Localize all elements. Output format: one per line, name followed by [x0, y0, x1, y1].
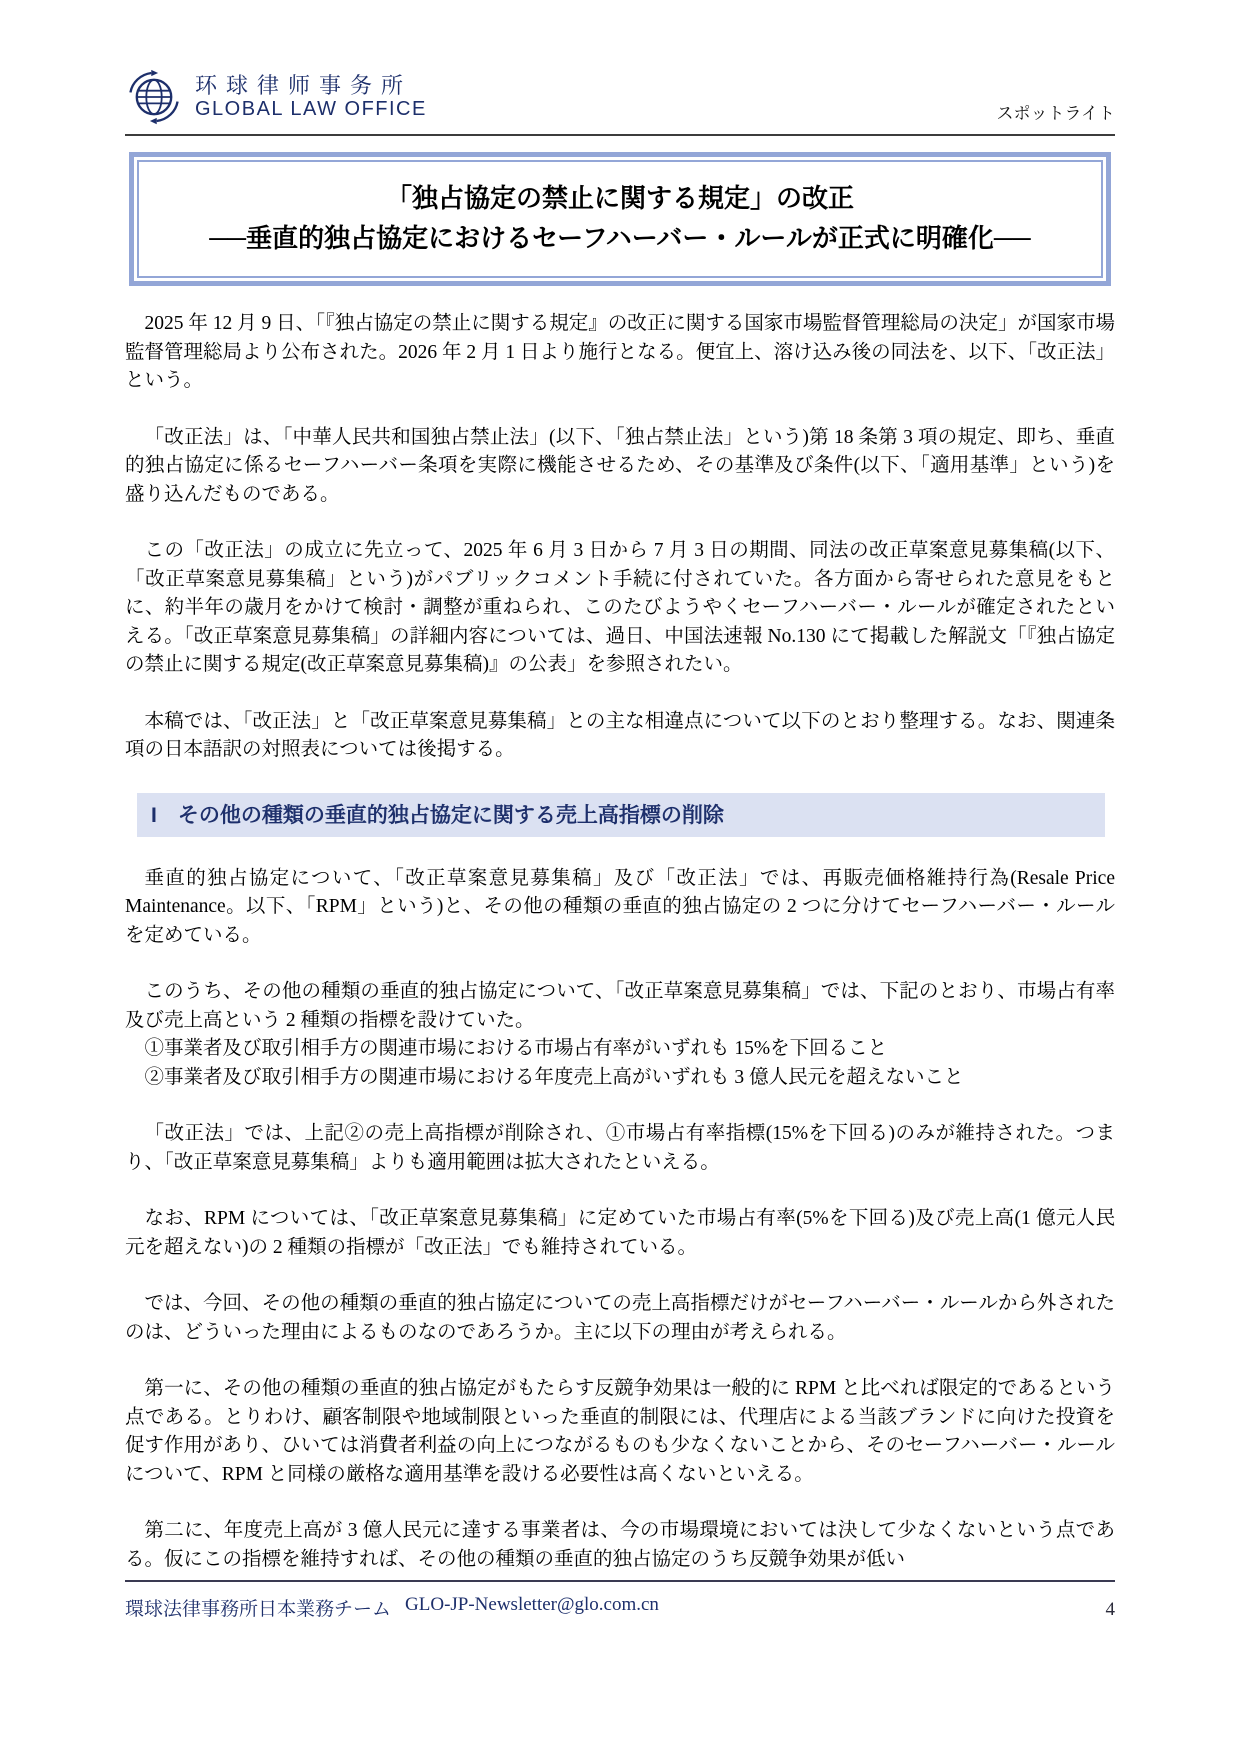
intro-paragraph: この「改正法」の成立に先立って、2025 年 6 月 3 日から 7 月 3 日の期間、同法の改正草案意見募集稿(以下、「改正草案意見募集稿」という)がパブリックコメント手続に付されていた。各方面から寄せられた意見をもとに、約半年の歳月をかけて検討・調整が重ねられ、このたびようやくセーフハーバー・ルールが確定されたといえる。「改正草案意見募集稿」の詳細内容については、過日、中国法速報 No.130 にて掲載した解説文「『独占協定の禁止に関する規定(改正草案意見募集稿)』の公表」を参照されたい。 — [125, 540, 1115, 675]
page-header — [0, 0, 1240, 134]
section-paragraph: なお、RPM については、「改正草案意見募集稿」に定めていた市場占有率(5%を下回る)及び売上高(1 億元人民元を超えない)の 2 種類の指標が「改正法」でも維持されている。 — [125, 1208, 1115, 1258]
newsletter-category-label: スポットライト — [996, 104, 1115, 123]
logo-english-name: GLOBAL LAW OFFICE — [195, 98, 427, 121]
list-item-1: ①事業者及び取引相手方の関連市場における市場占有率がいずれも 15%を下回ること — [144, 1038, 888, 1059]
section-paragraph: 「改正法」では、上記②の売上高指標が削除され、①市場占有率指標(15%を下回る)のみが維持された。つまり、「改正草案意見募集稿」よりも適用範囲は拡大されたといえる。 — [125, 1123, 1115, 1173]
article-title-line1: 「独占協定の禁止に関する規定」の改正 — [385, 183, 854, 213]
footer-team-name: 環球法律事務所日本業務チーム — [125, 1599, 392, 1620]
footer-contact — [125, 1594, 659, 1621]
page-footer — [125, 1580, 1115, 1621]
intro-paragraph: 本稿では、「改正法」と「改正草案意見募集稿」との主な相違点について以下のとおり整理する。なお、関連条項の日本語訳の対照表については後掲する。 — [125, 710, 1115, 760]
globe-icon — [125, 68, 183, 126]
section-paragraph: 垂直的独占協定について、「改正草案意見募集稿」及び「改正法」では、再販売価格維持行為(Resale Price Maintenance。以下、「RPM」という)と、その他の種類の垂直的独占協定の 2 つに分けてセーフハーバー・ルールを定めている。 — [125, 867, 1115, 946]
section-paragraph: 第二に、年度売上高が 3 億人民元に達する事業者は、今の市場環境においては決して少なくないという点である。仮にこの指標を維持すれば、その他の種類の垂直的独占協定のうち反競争効果が低い — [125, 1520, 1115, 1570]
page-number: 4 — [1105, 1599, 1115, 1620]
list-item-2: ②事業者及び取引相手方の関連市場における年度売上高がいずれも 3 億人民元を超えないこと — [144, 1066, 964, 1088]
section-paragraph: では、今回、その他の種類の垂直的独占協定についての売上高指標だけがセーフハーバー・ルールから外されたのは、どういった理由によるものなのであろうか。主に以下の理由が考えられる。 — [125, 1293, 1115, 1343]
logo-text — [195, 73, 427, 121]
global-law-office-logo — [125, 68, 427, 126]
intro-paragraph: 2025 年 12 月 9 日、「『独占協定の禁止に関する規定』の改正に関する国家市場監督管理総局の決定」が国家市場監督管理総局より公布された。2026 年 2 月 1 日より施行となる。便宜上、溶け込み後の同法を、以下、「改正法」という。 — [125, 313, 1115, 391]
section-paragraph: このうち、その他の種類の垂直的独占協定について、「改正草案意見募集稿」では、下記のとおり、市場占有率及び売上高という 2 種類の指標を設けていた。 — [125, 981, 1115, 1031]
section-1-heading: I その他の種類の垂直的独占協定に関する売上高指標の削除 — [137, 793, 1105, 837]
article-title-line2: ──垂直的独占協定におけるセーフハーバー・ルールが正式に明確化── — [209, 223, 1031, 253]
section-paragraph: 第一に、その他の種類の垂直的独占協定がもたらす反競争効果は一般的に RPM と比べれば限定的であるという点である。とりわけ、顧客制限や地域制限といった垂直的制限には、代理店による当該ブランドに向けた投資を促す作用があり、ひいては消費者利益の向上につながるものも少なくないことから、そのセーフハーバー・ルールについて、RPM と同様の厳格な適用基準を設ける必要性は高くないといえる。 — [125, 1378, 1115, 1485]
article-title-box — [137, 160, 1103, 278]
header-divider — [125, 134, 1115, 136]
article-body — [0, 310, 1240, 1574]
logo-chinese-name: 环球律师事务所 — [195, 72, 413, 98]
footer-email: GLO-JP-Newsletter@glo.com.cn — [405, 1594, 659, 1615]
intro-paragraph: 「改正法」は、「中華人民共和国独占禁止法」(以下、「独占禁止法」という)第 18 条第 3 項の規定、即ち、垂直的独占協定に係るセーフハーバー条項を実際に機能させるため、その基準及び条件(以下、「適用基準」という)を盛り込んだものである。 — [125, 426, 1115, 505]
